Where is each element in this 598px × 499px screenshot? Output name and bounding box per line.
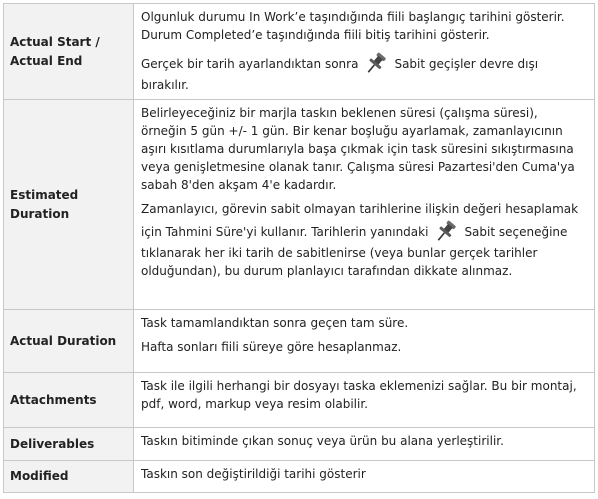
table-row (4, 461, 595, 493)
description-paragraph: Olgunluk durumu In Work’e taşındığında fiili başlangıç tarihini gösterir. Durum Completed’e taşındığında fiili bitiş tarihini gösterir. (141, 10, 565, 42)
description-paragraph: Task tamamlandıktan sonra geçen tam süre. (141, 316, 409, 330)
term-actual-start-end: Actual Start / Actual End (4, 4, 134, 100)
description-attachments (134, 373, 595, 428)
pushpin-icon (362, 50, 390, 76)
description-paragraph (141, 50, 586, 94)
field-definitions-table (3, 3, 595, 493)
description-text: Sabit seçeneğine tıklanarak her iki tarih de sabitlenirse (veya bunlar gerçek tarihler olduğundan), bu durum planlayıcı tarafından dikkate alınmaz. (141, 225, 568, 278)
pushpin-icon (432, 218, 460, 244)
table-row (4, 373, 595, 428)
description-paragraph: Taskın son değiştirildiği tarihi gösterir (141, 467, 366, 481)
description-actual-duration (134, 310, 595, 373)
term-actual-duration: Actual Duration (4, 310, 134, 373)
description-paragraph: Taskın bitiminde çıkan sonuç veya ürün bu alana yerleştirilir. (141, 434, 504, 448)
term-modified: Modified (4, 461, 134, 493)
description-paragraph: Task ile ilgili herhangi bir dosyayı taska eklemenizi sağlar. Bu bir montaj, pdf, word, markup veya resim olabilir. (141, 379, 577, 411)
description-text: Gerçek bir tarih ayarlandıktan sonra (141, 57, 359, 71)
table-row (4, 4, 595, 100)
description-estimated-duration (134, 100, 595, 310)
description-paragraph (141, 200, 586, 280)
description-text: Sabit geçişler devre dışı bırakılır. (141, 57, 539, 92)
description-text: Zamanlayıcı, görevin sabit olmayan tarihlerine ilişkin değeri hesaplamak için Tahmini Süre'yi kullanır. Tarihlerin yanındaki (141, 202, 579, 239)
table-row (4, 310, 595, 373)
description-actual-start-end (134, 4, 595, 100)
description-paragraph: Belirleyeceğiniz bir marjla taskın beklenen süresi (çalışma süresi), örneğin 5 gün +/- 1 gün. Bir kenar boşluğu ayarlamak, zamanlayıcının aşırı kısıtlama durumlarıyla başa çıkmak için task süresini sıkıştırmasına veya genişletmesine olanak tanır. Çalışma süresi Pazartesi'den Cuma'ya sabah 8'den akşam 4'e kadardır. (141, 106, 575, 192)
term-attachments: Attachments (4, 373, 134, 428)
description-paragraph: Hafta sonları fiili süreye göre hesaplanmaz. (141, 340, 402, 354)
description-modified (134, 461, 595, 493)
term-estimated-duration: Estimated Duration (4, 100, 134, 310)
term-deliverables: Deliverables (4, 428, 134, 461)
description-deliverables (134, 428, 595, 461)
table-row (4, 428, 595, 461)
table-row (4, 100, 595, 310)
